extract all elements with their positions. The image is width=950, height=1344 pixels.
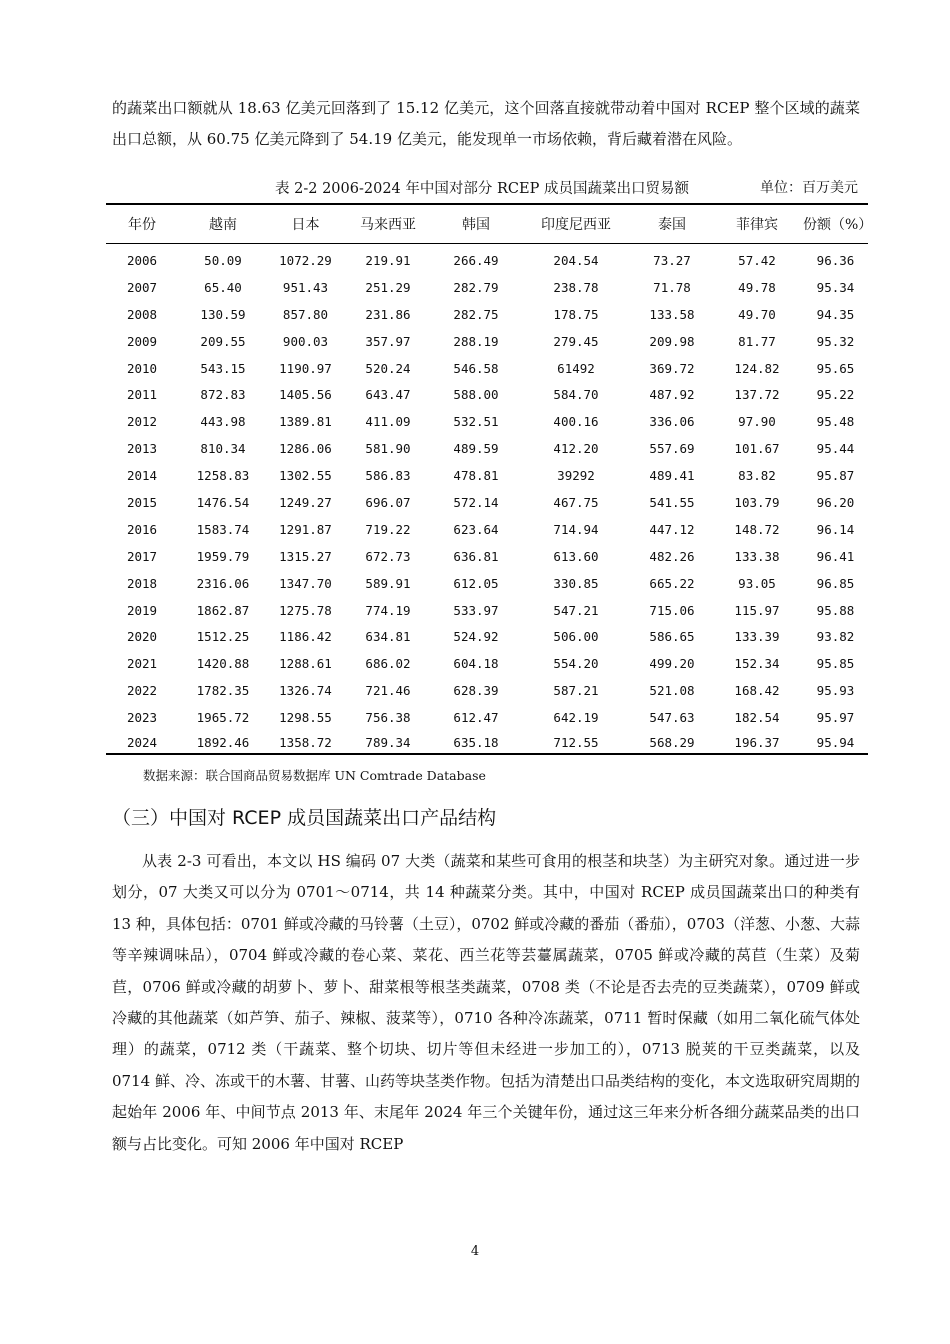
table-cell: 148.72 [734,521,780,537]
table-cell: 282.75 [453,306,499,322]
table-row [106,462,868,489]
trade-table-container [106,203,873,755]
table-row [106,489,868,516]
table-cell: 1892.46 [178,731,268,754]
table-caption: 表 2-2 2006-2024 年中国对部分 RCEP 成员国蔬菜出口贸易额 [275,181,689,197]
table-cell: 1275.78 [279,602,332,618]
table-header-cell: 菲律宾 [711,204,803,244]
table-cell: 2022 [126,683,158,699]
table-cell: 2011 [126,387,158,403]
table-cell: 330.85 [553,575,599,591]
table-cell: 482.26 [649,548,695,564]
table-cell: 83.82 [738,468,776,484]
table-cell: 467.75 [553,494,599,510]
table-cell: 634.81 [365,629,411,645]
table-row [106,274,868,301]
table-cell: 1782.35 [196,683,250,699]
table-cell: 152.34 [734,656,780,672]
table-cell: 872.83 [200,387,246,403]
table-cell: 336.06 [649,414,695,430]
table-cell: 2018 [126,575,158,591]
table-cell: 586.65 [649,629,695,645]
table-cell: 1389.81 [279,414,332,430]
table-cell: 2012 [126,414,158,430]
table-cell: 209.98 [649,333,695,349]
table-cell: 95.22 [816,387,855,403]
table-cell: 2021 [126,656,158,672]
table-cell: 721.46 [365,683,411,699]
table-cell: 546.58 [453,360,499,376]
table-cell: 2024 [106,731,178,754]
table-cell: 1358.72 [268,731,343,754]
table-body [106,244,868,755]
table-cell: 447.12 [649,521,695,537]
table-cell: 1965.72 [196,710,250,726]
table-cell: 182.54 [734,710,780,726]
table-cell: 443.98 [200,414,246,430]
table-cell: 636.81 [453,548,499,564]
table-cell: 282.79 [453,279,499,295]
table-cell: 2013 [126,441,158,457]
table-row [106,731,868,754]
table-cell: 49.70 [738,306,776,322]
table-cell: 50.09 [204,252,242,268]
table-cell: 586.83 [365,468,411,484]
table-cell: 1288.61 [279,656,332,672]
table-cell: 2006 [126,252,158,268]
table-cell: 2014 [126,468,158,484]
table-cell: 900.03 [282,333,329,349]
table-cell: 489.59 [453,441,499,457]
table-cell: 81.77 [738,333,776,349]
section-heading: （三）中国对 RCEP 成员国蔬菜出口产品结构 [112,807,497,829]
table-cell: 1512.25 [196,629,250,645]
table-row [106,704,868,731]
table-cell: 279.45 [553,333,599,349]
table-cell: 49.78 [738,279,776,295]
table-cell: 1298.55 [279,710,332,726]
table-cell: 712.55 [519,731,633,754]
table-cell: 95.44 [816,441,855,457]
table-cell: 623.64 [453,521,499,537]
table-cell: 95.93 [816,683,855,699]
table-cell: 61492 [557,360,595,376]
table-cell: 719.22 [365,521,411,537]
table-cell: 587.21 [553,683,599,699]
table-cell: 789.34 [343,731,433,754]
table-cell: 95.94 [803,731,868,754]
table-cell: 524.92 [453,629,499,645]
table-cell: 93.82 [816,629,855,645]
table-cell: 774.19 [365,602,411,618]
table-cell: 115.97 [734,602,780,618]
table-cell: 96.20 [816,494,855,510]
table-cell: 1186.42 [279,629,332,645]
table-cell: 288.19 [453,333,499,349]
table-cell: 95.65 [816,360,855,376]
table-row [106,623,868,650]
table-cell: 1249.27 [279,494,332,510]
trade-table [106,203,873,755]
table-cell: 96.36 [816,252,855,268]
table-row [106,244,868,274]
table-row [106,570,868,597]
page-number: 4 [470,1244,480,1259]
table-cell: 137.72 [734,387,780,403]
table-cell: 357.97 [365,333,411,349]
paragraph-intro: 的蔬菜出口额就从 18.63 亿美元回落到了 15.12 亿美元，这个回落直接就带动着中国对 RCEP 整个区域的蔬菜出口总额，从 60.75 亿美元降到了 54.19 亿美元，能发现单一市场依赖，背后藏着潜在风险。 [112,99,860,149]
table-cell: 412.20 [553,441,599,457]
table-cell: 557.69 [649,441,695,457]
table-cell: 2316.06 [196,575,250,591]
table-cell: 686.02 [365,656,411,672]
table-cell: 133.38 [734,548,780,564]
table-cell: 93.05 [738,575,776,591]
table-cell: 71.78 [653,279,691,295]
table-header-cell: 份额（%） [803,204,868,244]
table-cell: 95.97 [816,710,855,726]
table-cell: 2017 [126,548,158,564]
table-cell: 589.91 [365,575,411,591]
table-cell: 124.82 [734,360,780,376]
table-cell: 1583.74 [196,521,250,537]
table-cell: 672.73 [365,548,411,564]
table-cell: 196.37 [711,731,803,754]
table-cell: 2023 [126,710,158,726]
table-cell: 130.59 [200,306,246,322]
table-header-cell: 韩国 [433,204,519,244]
table-cell: 521.08 [649,683,695,699]
table-cell: 95.48 [816,414,855,430]
table-cell: 2009 [126,333,158,349]
table-cell: 612.05 [453,575,499,591]
table-cell: 1286.06 [279,441,332,457]
table-cell: 613.60 [553,548,599,564]
table-cell: 369.72 [649,360,695,376]
table-cell: 95.85 [816,656,855,672]
table-cell: 951.43 [282,279,329,295]
table-cell: 541.55 [649,494,695,510]
table-cell: 604.18 [453,656,499,672]
table-cell: 411.09 [365,414,411,430]
table-header-cell: 马来西亚 [343,204,433,244]
table-cell: 101.67 [734,441,780,457]
table-cell: 643.47 [365,387,411,403]
table-cell: 96.41 [816,548,855,564]
table-cell: 178.75 [553,306,599,322]
table-cell: 204.54 [553,252,599,268]
table-cell: 2019 [126,602,158,618]
table-cell: 1302.55 [279,468,332,484]
table-cell: 96.14 [816,521,855,537]
table-cell: 219.91 [365,252,411,268]
table-row [106,650,868,677]
table-row [106,328,868,355]
table-cell: 1072.29 [279,252,332,268]
table-header-cell: 越南 [178,204,268,244]
table-cell: 584.70 [553,387,599,403]
table-cell: 1347.70 [279,575,332,591]
table-row [106,435,868,462]
table-cell: 857.80 [282,306,329,322]
paragraph-body: 从表 2-3 可看出，本文以 HS 编码 07 大类（蔬菜和某些可食用的根茎和块茎）为主研究对象。通过进一步划分，07 大类又可以分为 0701～0714，共 14 种蔬菜分类。其中，中国对 RCEP 成员国蔬菜出口的种类有 13 种，具体包括：0701 鲜或冷藏的马铃薯（土豆），0702 鲜或冷藏的番茄（番茄），0703（洋葱、小葱、大蒜等辛辣调味品），0704 鲜或冷藏的卷心菜、菜花、西兰花等芸薹属蔬菜，0705 鲜或冷藏的莴苣（生菜）及菊苣，0706 鲜或冷藏的胡萝卜、萝卜、甜菜根等根茎类蔬菜，0708 类（不论是否去壳的豆类蔬菜），0709 鲜或冷藏的其他蔬菜（如芦笋、茄子、辣椒、菠菜等），0710 各种冷冻蔬菜，0711 暂时保藏（如用二氧化硫气体处理）的蔬菜，0712 类（干蔬菜、整个切块、切片等但未经进一步加工的），0713 脱荚的干豆类蔬菜，以及 0714 鲜、冷、冻或干的木薯、甘薯、山药等块茎类作物。包括为清楚出口品类结构的变化，本文选取研究周期的起始年 2006 年、中间节点 2013 年、末尾年 2024 年三个关键年份，通过这三年来分析各细分蔬菜品类的出口额与占比变化。可知 2006 年中国对 RCEP [112,852,860,1153]
table-cell: 94.35 [816,306,855,322]
table-cell: 715.06 [649,602,695,618]
table-cell: 2016 [126,521,158,537]
table-cell: 489.41 [649,468,695,484]
table-cell: 39292 [557,468,595,484]
table-cell: 231.86 [365,306,411,322]
table-header-cell: 印度尼西亚 [519,204,633,244]
table-cell: 1291.87 [279,521,332,537]
table-cell: 57.42 [738,252,776,268]
table-header-cell: 泰国 [633,204,711,244]
table-cell: 133.39 [734,629,780,645]
table-cell: 714.94 [553,521,599,537]
table-row [106,597,868,624]
table-row [106,381,868,408]
table-cell: 612.47 [453,710,499,726]
table-cell: 1315.27 [279,548,332,564]
table-header-cell: 日本 [268,204,343,244]
table-cell: 238.78 [553,279,599,295]
table-header-cell: 年份 [106,204,178,244]
table-cell: 554.20 [553,656,599,672]
table-cell: 209.55 [200,333,246,349]
table-cell: 2020 [126,629,158,645]
table-cell: 572.14 [453,494,499,510]
table-cell: 97.90 [738,414,776,430]
table-cell: 810.34 [200,441,246,457]
table-header-row [106,204,868,244]
table-cell: 1326.74 [279,683,332,699]
table-cell: 2015 [126,494,158,510]
table-cell: 506.00 [553,629,599,645]
table-cell: 168.42 [734,683,780,699]
table-cell: 642.19 [553,710,599,726]
table-cell: 520.24 [365,360,411,376]
table-cell: 532.51 [453,414,499,430]
table-cell: 487.92 [649,387,695,403]
table-cell: 251.29 [365,279,411,295]
table-cell: 95.32 [816,333,855,349]
table-cell: 2007 [126,279,158,295]
table-cell: 2008 [126,306,158,322]
table-cell: 1862.87 [196,602,250,618]
table-cell: 266.49 [453,252,499,268]
table-cell: 1959.79 [196,548,250,564]
table-cell: 499.20 [649,656,695,672]
table-cell: 696.07 [365,494,411,510]
table-cell: 1405.56 [279,387,332,403]
table-cell: 95.87 [816,468,855,484]
table-unit: 单位：百万美元 [760,180,858,196]
table-cell: 581.90 [365,441,411,457]
table-row [106,355,868,382]
table-cell: 400.16 [553,414,599,430]
table-row [106,301,868,328]
table-cell: 103.79 [734,494,780,510]
table-row [106,543,868,570]
table-cell: 1476.54 [196,494,250,510]
table-cell: 756.38 [365,710,411,726]
table-cell: 1190.97 [279,360,332,376]
table-source: 数据来源：联合国商品贸易数据库 UN Comtrade Database [143,768,486,783]
table-cell: 95.34 [816,279,855,295]
table-row [106,516,868,543]
table-cell: 478.81 [453,468,499,484]
table-row [106,408,868,435]
table-cell: 133.58 [649,306,695,322]
table-cell: 628.39 [453,683,499,699]
table-cell: 65.40 [204,279,242,295]
table-row [106,677,868,704]
table-cell: 95.88 [816,602,855,618]
table-cell: 547.63 [649,710,695,726]
table-cell: 1258.83 [196,468,250,484]
table-cell: 2010 [126,360,158,376]
table-cell: 568.29 [633,731,711,754]
table-cell: 665.22 [649,575,695,591]
table-cell: 73.27 [653,252,691,268]
table-cell: 543.15 [200,360,246,376]
table-cell: 96.85 [816,575,855,591]
table-cell: 588.00 [453,387,499,403]
table-cell: 547.21 [553,602,599,618]
table-cell: 1420.88 [196,656,250,672]
table-cell: 635.18 [433,731,519,754]
table-cell: 533.97 [453,602,499,618]
